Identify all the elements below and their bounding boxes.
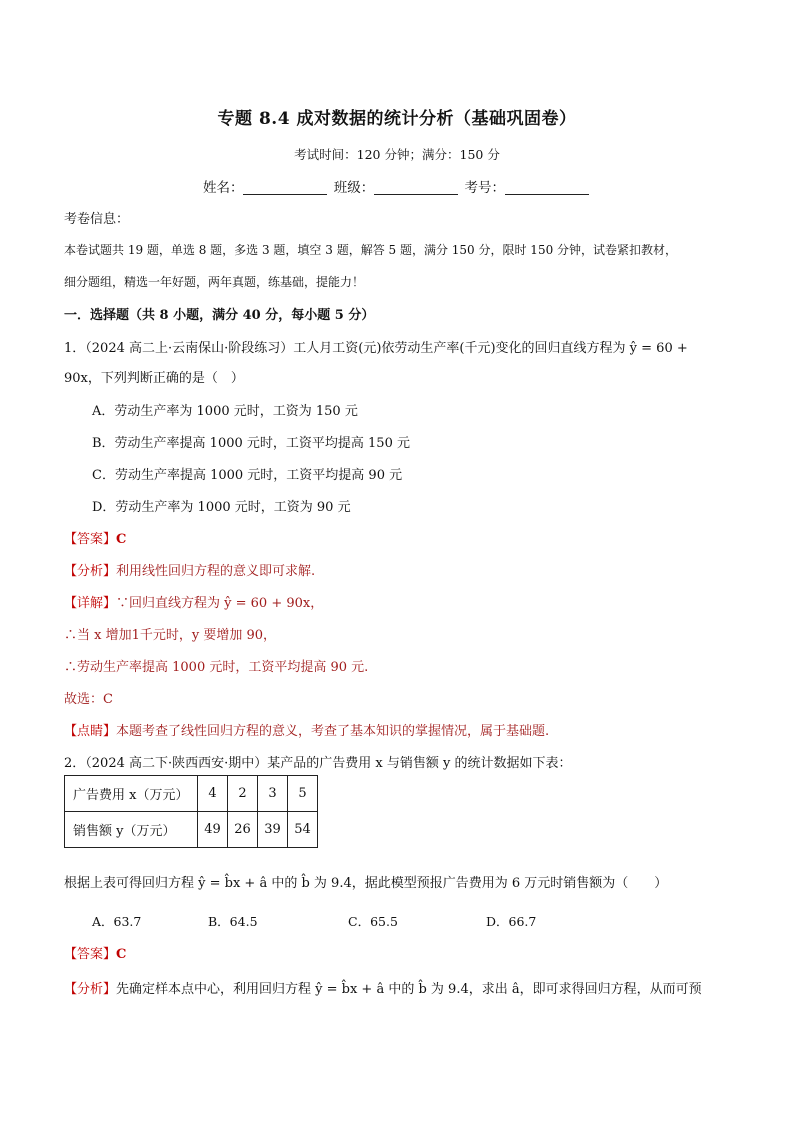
q1-analysis [64, 560, 315, 579]
info-heading: 考卷信息： [64, 212, 130, 227]
q1-stem-line-1: 1．（2024 高二上·云南保山·阶段练习）工人月工资(元)依劳动生产率(千元)变化的回归直线方程为 ŷ = 60 + [64, 341, 688, 356]
q1-detail-line-1: ∵回归直线方程为 ŷ = 60 + 90x， [116, 596, 324, 611]
q2-answer-tag: 【答案】 [64, 947, 117, 962]
q1-answer-tag: 【答案】 [64, 532, 117, 547]
q1-detail-line-3: ∴劳动生产率提高 1000 元时，工资平均提高 90 元. [64, 660, 369, 675]
q1-answer-value: C [116, 532, 127, 547]
q1-stem-line-2: 90x，下列判断正确的是（ ） [64, 371, 244, 386]
q2-stem: 2．（2024 高二下·陕西西安·期中）某产品的广告费用 x 与销售额 y 的统计数据如下表： [64, 756, 572, 771]
name-label: 姓名： [202, 180, 244, 196]
info-line-2: 细分题组，精选一年好题，两年真题，练基础，提能力！ [64, 275, 365, 289]
table-cell: 49 [198, 812, 228, 848]
q2-option-a: A．63.7 [92, 914, 142, 929]
table-cell: 54 [288, 812, 318, 848]
q1-comment-tag: 【点睛】 [64, 724, 117, 739]
info-line-1: 本卷试题共 19 题，单选 8 题，多选 3 题，填空 3 题，解答 5 题，满分 150 分，限时 150 分钟，试卷紧扣教材， [64, 243, 678, 257]
table-cell: 2 [228, 776, 258, 812]
q1-analysis-text: 利用线性回归方程的意义即可求解. [116, 564, 316, 579]
q1-answer [64, 528, 126, 547]
id-label: 考号： [464, 180, 506, 196]
table-cell: 4 [198, 776, 228, 812]
q2-option-d: D．66.7 [486, 914, 537, 929]
class-field[interactable] [374, 180, 458, 195]
q1-comment-text: 本题考查了线性回归方程的意义，考查了基本知识的掌握情况，属于基础题. [116, 724, 550, 739]
q2-stem-line-2: 根据上表可得回归方程 ŷ = b̂x + â 中的 b̂ 为 9.4，据此模型预报广告费用为 6 万元时销售额为（ ） [64, 876, 668, 891]
q2-analysis-tag: 【分析】 [64, 982, 117, 997]
exam-time-line: 考试时间：120 分钟；满分：150 分 [294, 147, 500, 162]
q2-answer-value: C [116, 947, 127, 962]
id-field[interactable] [505, 180, 589, 195]
q1-option-b: B．劳动生产率提高 1000 元时，工资平均提高 150 元 [92, 436, 410, 451]
q1-comment [64, 720, 549, 739]
q1-analysis-tag: 【分析】 [64, 564, 117, 579]
q1-option-d: D．劳动生产率为 1000 元时，工资为 90 元 [92, 500, 351, 515]
q2-option-b: B．64.5 [208, 914, 258, 929]
q1-detail-tag: 【详解】 [64, 596, 117, 611]
table-row-label: 广告费用 x（万元） [65, 776, 198, 812]
q1-detail [64, 592, 323, 611]
q2-option-c: C．65.5 [348, 914, 398, 929]
q1-choose: 故选：C [64, 692, 113, 707]
page-title: 专题 8.4 成对数据的统计分析（基础巩固卷） [217, 109, 577, 129]
table-row [65, 812, 318, 848]
q1-detail-line-2: ∴当 x 增加1千元时，y 要增加 90， [64, 628, 277, 643]
table-row [65, 776, 318, 812]
table-cell: 3 [258, 776, 288, 812]
q1-option-c: C．劳动生产率提高 1000 元时，工资平均提高 90 元 [92, 468, 403, 483]
class-label: 班级： [333, 180, 375, 196]
table-cell: 39 [258, 812, 288, 848]
name-field[interactable] [243, 180, 327, 195]
table-row-label: 销售额 y（万元） [65, 812, 198, 848]
section-title: 一．选择题（共 8 小题，满分 40 分，每小题 5 分） [64, 308, 375, 323]
q2-analysis [64, 978, 702, 997]
q2-data-table [64, 775, 318, 848]
q2-analysis-text: 先确定样本点中心，利用回归方程 ŷ = b̂x + â 中的 b̂ 为 9.4，求出 â，即可求得回归方程，从而可预 [116, 982, 702, 997]
q2-answer [64, 943, 126, 962]
student-info-line [0, 176, 794, 196]
table-cell: 26 [228, 812, 258, 848]
q1-option-a: A．劳动生产率为 1000 元时，工资为 150 元 [92, 404, 358, 419]
table-cell: 5 [288, 776, 318, 812]
